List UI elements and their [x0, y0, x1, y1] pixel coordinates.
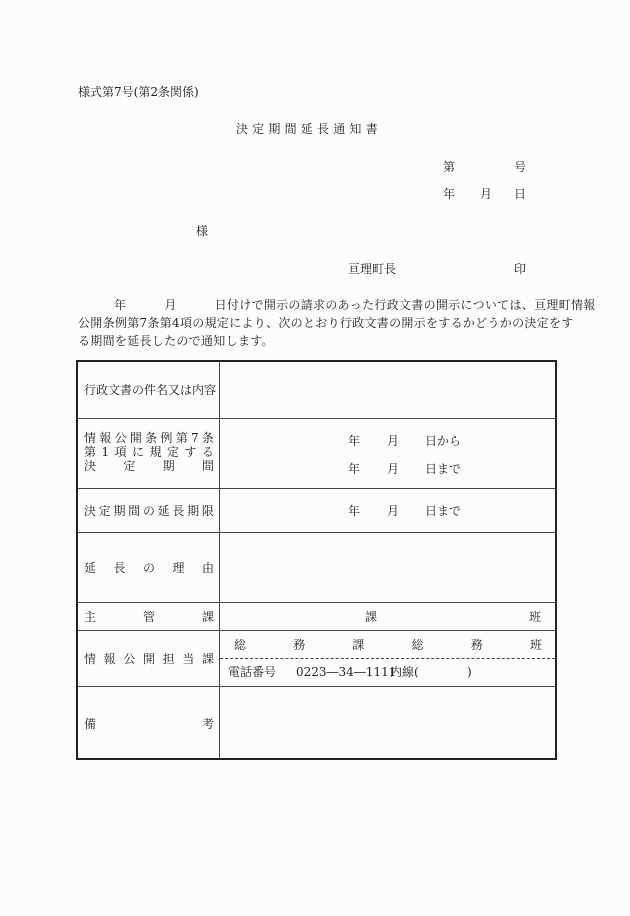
dashed-divider: [220, 658, 555, 659]
label-info-disclosure-division: [84, 652, 214, 666]
label-char: 限: [201, 504, 214, 518]
label-decision-period-2: [84, 445, 214, 459]
body-paragraph: [78, 296, 596, 350]
period-to-day: 日まで: [425, 462, 462, 476]
seal-mark: 印: [514, 262, 527, 276]
body-line1: 日付けで開示の請求のあった行政文書の開示については、亘理町情報: [214, 298, 596, 312]
label-char: 情: [84, 431, 97, 445]
label-char: 当: [182, 652, 195, 666]
info-division-name: [234, 638, 542, 652]
label-char: 期: [162, 459, 175, 473]
row-divider: [78, 532, 555, 533]
label-char: 条: [201, 431, 214, 445]
label-char: 定: [98, 504, 111, 518]
label-char: 規: [149, 445, 162, 459]
label-char: 備: [84, 717, 97, 731]
extension-close: ): [467, 665, 472, 679]
remarks-field[interactable]: [228, 694, 548, 754]
label-char: 情: [84, 652, 97, 666]
label-extension-deadline: [84, 504, 214, 518]
label-char: 総: [411, 638, 424, 652]
label-document-subject: 行政文書の件名又は内容: [84, 383, 217, 397]
label-char: 項: [114, 445, 127, 459]
number-prefix: 第: [443, 160, 456, 174]
document-subject-field[interactable]: [228, 368, 548, 412]
label-char: 務: [293, 638, 306, 652]
period-to-month: 月: [387, 462, 400, 476]
phone-label: 電話番号: [228, 665, 277, 679]
label-char: 期: [113, 504, 126, 518]
deadline-day: 日まで: [425, 504, 462, 518]
label-char: 報: [103, 652, 116, 666]
row-divider: [78, 686, 555, 687]
body-line3: る期間を延長したので通知します。: [78, 334, 274, 348]
period-from-day: 日から: [425, 434, 462, 448]
label-char: 開: [142, 652, 155, 666]
label-char: す: [184, 445, 197, 459]
row-divider: [78, 602, 555, 603]
label-char: 務: [470, 638, 483, 652]
label-char: 第: [84, 445, 97, 459]
document-title: 決定期間延長通知書: [236, 122, 382, 136]
sender: 亘理町長: [348, 262, 397, 276]
label-char: 間: [128, 504, 141, 518]
label-char: 期: [187, 504, 200, 518]
label-char: 定: [123, 459, 136, 473]
label-char: 課: [201, 610, 214, 624]
label-char: 決: [84, 459, 97, 473]
label-char: 課: [352, 638, 365, 652]
row-divider: [78, 630, 555, 631]
label-char: 1: [101, 445, 110, 459]
body-line2: 公開条例第7条第4項の規定により、次のとおり行政文書の開示をするかどうかの決定をす: [78, 316, 574, 330]
label-char: 第: [175, 431, 188, 445]
date-year: 年: [443, 187, 456, 201]
label-char: 管: [142, 610, 155, 624]
label-char: 決: [84, 504, 97, 518]
managing-han: 班: [529, 610, 542, 624]
body-year: 年: [114, 298, 127, 312]
managing-ka: 課: [365, 610, 378, 624]
deadline-year: 年: [348, 504, 361, 518]
label-char: 担: [162, 652, 175, 666]
period-from-month: 月: [387, 434, 400, 448]
label-remarks: [84, 717, 214, 731]
label-char: 班: [529, 638, 542, 652]
label-char: 7: [190, 431, 199, 445]
row-divider: [78, 418, 555, 419]
phone-number: 0223―34―1111: [296, 665, 397, 679]
label-char: 条: [145, 431, 158, 445]
label-char: 考: [201, 717, 214, 731]
label-char: 主: [84, 610, 97, 624]
form-number: 様式第7号(第2条関係): [78, 85, 199, 99]
label-char: 延: [84, 561, 97, 575]
row-divider: [78, 488, 555, 489]
label-decision-period-1: [84, 431, 214, 445]
label-char: の: [142, 561, 155, 575]
date-day: 日: [514, 187, 527, 201]
label-char: 開: [129, 431, 142, 445]
label-char: 理: [172, 561, 185, 575]
label-char: 課: [201, 652, 214, 666]
addressee-suffix: 様: [196, 224, 209, 238]
label-char: 長: [113, 561, 126, 575]
label-char: 由: [201, 561, 214, 575]
label-char: る: [201, 445, 214, 459]
deadline-month: 月: [387, 504, 400, 518]
number-suffix: 号: [514, 160, 527, 174]
label-char: 定: [166, 445, 179, 459]
label-extension-reason: [84, 561, 214, 575]
period-from-year: 年: [348, 434, 361, 448]
label-decision-period-3: [84, 459, 214, 473]
label-char: 総: [234, 638, 247, 652]
notice-table: [76, 360, 557, 760]
period-to-year: 年: [348, 462, 361, 476]
column-divider: [219, 362, 220, 758]
label-char: の: [142, 504, 155, 518]
extension-reason-field[interactable]: [228, 540, 548, 596]
label-char: 報: [99, 431, 112, 445]
body-month: 月: [164, 298, 177, 312]
label-char: 公: [114, 431, 127, 445]
label-char: 延: [157, 504, 170, 518]
extension-label: 内線(: [390, 665, 419, 679]
label-char: 長: [172, 504, 185, 518]
label-char: に: [132, 445, 145, 459]
label-char: 公: [123, 652, 136, 666]
label-char: 間: [201, 459, 214, 473]
label-managing-division: [84, 610, 214, 624]
label-char: 例: [160, 431, 173, 445]
date-month: 月: [480, 187, 493, 201]
